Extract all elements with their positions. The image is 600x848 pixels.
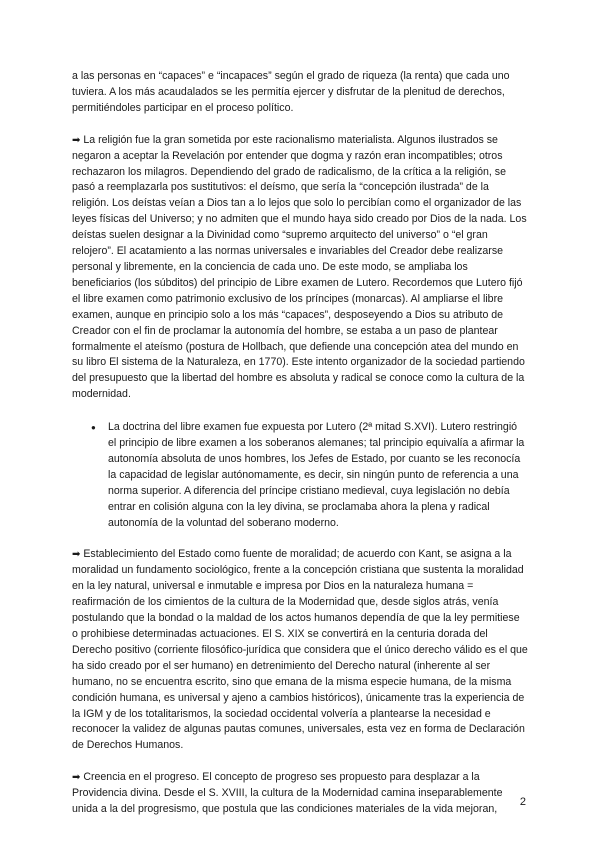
page-number: 2 <box>519 796 526 808</box>
arrow-right-icon: ➡ <box>72 134 81 146</box>
paragraph-progreso: ➡ Creencia en el progreso. El concepto de progreso ses propuesto para desplazar a la Providencia divina. Desde el S. XVIII, la cultura de la Modernidad camina inseparablemente unida a la del progresismo, que postula que las condiciones materiales de la vida mejoran, <box>72 771 503 816</box>
paragraph-religion: ➡ La religión fue la gran sometida por este racionalismo materialista. Algunos ilustrados se negaron a aceptar la Revelación por entender que dogma y razón eran incompatibles; otros rechazaron los milagros. Dependiendo del grado de radicalismo, de la crítica a la religión, se pasó a reemplazarla pos sustitutivos: el deísmo, que sería la “concepción ilustrada” de la religión. Los deístas veían a Dios tan a lo lejos que solo lo percibían como el organizador de las leyes físicas del Universo; y no admiten que el mundo haya sido creado por Dios de la nada. Los deístas suelen designar a la Divinidad como “supremo arquitecto del universo” o “el gran relojero”. El acatamiento a las normas universales e invariables del Creador debe realizarse personal y libremente, en la conciencia de cada uno. De este modo, se ampliaba los beneficiarios (los súbditos) del principio de Libre examen de Lutero. Recordemos que Lutero fijó el libre examen como patrimonio exclusivo de los príncipes (monarcas). Al ampliarse el libre examen, aunque en principio solo a los más “capaces”, desposeyendo a Dios su atributo de Creador con el fin de proclamar la autonomía del hombre, se estaba a un paso de plantear formalmente el ateísmo (postura de Hollbach, que defiende una concepción atea del mundo en su libro El sistema de la Naturaleza, en 1770). Este intento organizador de la sociedad partiendo del presupuesto que la libertad del hombre es absoluta y radical se conoce como la cultura de la modernidad. <box>72 133 527 401</box>
arrow-right-icon: ➡ <box>72 549 81 561</box>
list-item-libre-examen: ● La doctrina del libre examen fue expuesta por Lutero (2ª mitad S.XVI). Lutero restringió el principio de libre examen a los soberanos alemanes; tal principio equivalía a afirmar la autonomía absoluta de unos hombres, los Jefes de Estado, por cuanto se les reconocía la capacidad de legislar autónomamente, es decir, sin ningún punto de referencia a una norma superior. A diferencia del príncipe cristiano medieval, cuya legislación no debía entrar en colisión alguna con la ley divina, se proclamaba ahora la plena y radical autonomía de la voluntad del soberano moderno. <box>108 420 528 531</box>
paragraph-intro-continuation: a las personas en “capaces” e “incapaces” según el grado de riqueza (la renta) que cada uno tuviera. A los más acaudalados se les permitía ejercer y disfrutar de la plenitud de derechos, permitiéndoles participar en el proceso político. <box>72 70 510 114</box>
paragraph-estado-moralidad: ➡ Establecimiento del Estado como fuente de moralidad; de acuerdo con Kant, se asigna a la moralidad un fundamento sociológico, frente a la concepción cristiana que sustenta la moralidad en la ley natural, universal e inmutable e impresa por Dios en la naturaleza humana = reafirmación de los cimientos de la cultura de la Modernidad que, desde siglos atrás, venía postulando que la bondad o la maldad de los actos humanos dependía de que la ley permitiese o prohibiese determinadas actuaciones. El S. XIX se convertirá en la centuria dorada del Derecho positivo (corriente filosófico-jurídica que considera que el único derecho válido es el que ha sido creado por el ser humano) en detrenimiento del Derecho natural (inherente al ser humano, no se encuentra escrito, sino que emana de la misma especie humana, de la misma condición humana, es universal y ajeno a cambios históricos), únicamente tras la experiencia de la IGM y de los totalitarismos, la sociedad occidental volvería a plantearse la necesidad e reconocer la validez de algunas pautas comunes, universales, esta vez en forma de Declaración de Derechos Humanos. <box>72 548 528 752</box>
arrow-right-icon: ➡ <box>72 772 81 784</box>
document-body <box>72 69 528 818</box>
bullet-list <box>72 420 528 531</box>
